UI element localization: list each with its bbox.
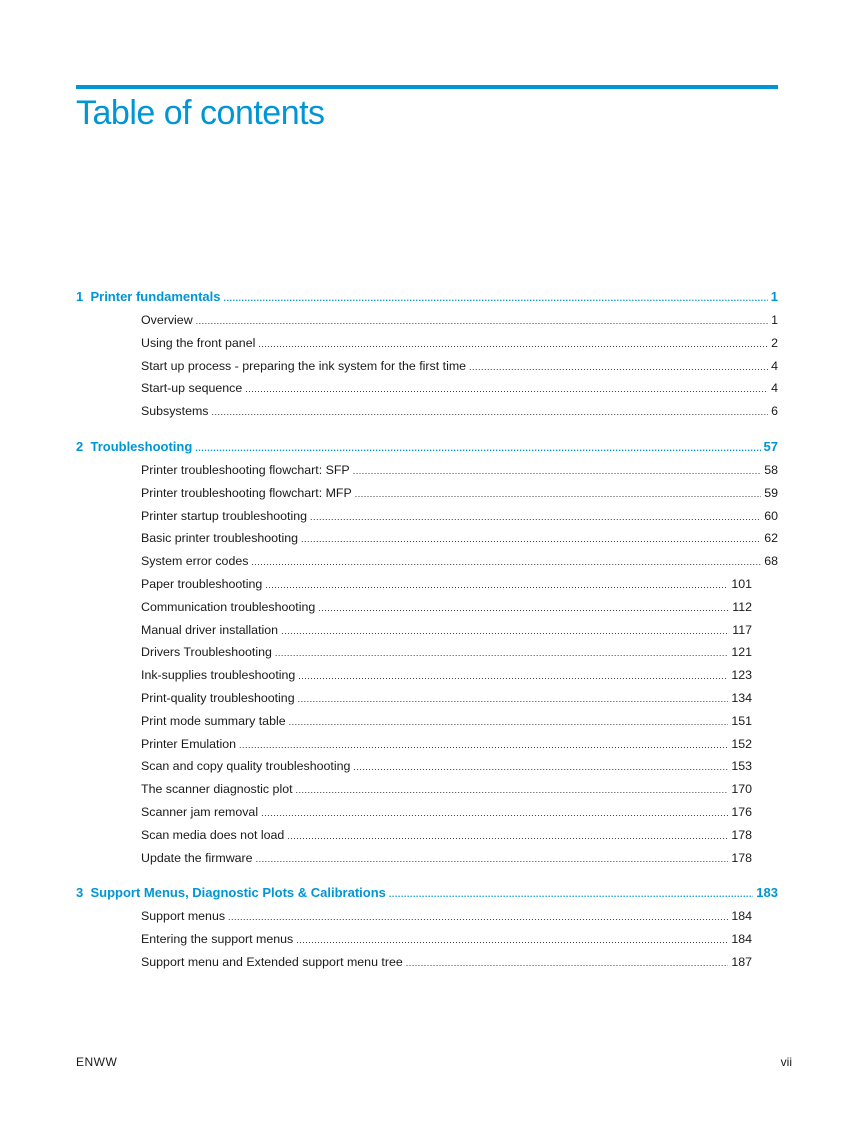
entry-page: 1	[771, 313, 778, 327]
toc-entry-link[interactable]	[76, 404, 778, 427]
entry-title: Scanner jam removal	[141, 804, 259, 819]
entry-page: 152	[731, 736, 752, 751]
toc-entry-link[interactable]	[76, 381, 778, 404]
dot-leader	[281, 626, 729, 636]
entry-title: Overview	[141, 313, 193, 327]
entry-title: Printer troubleshooting flowchart: MFP	[141, 485, 352, 500]
entry-page: 178	[731, 827, 752, 842]
chapter-number: 3	[76, 885, 84, 901]
dot-leader	[258, 339, 768, 349]
entry-title: Scan and copy quality troubleshooting	[141, 759, 351, 774]
entry-page: 151	[731, 713, 752, 728]
toc-chapter	[76, 885, 778, 977]
toc-entry-link[interactable]	[76, 645, 778, 668]
dot-leader	[353, 762, 728, 772]
entry-title: Support menu and Extended support menu tree	[141, 954, 403, 969]
toc-entry-link[interactable]	[76, 955, 778, 978]
dot-leader	[228, 912, 728, 922]
entry-page: 59	[764, 485, 778, 500]
entry-page: 170	[731, 782, 752, 797]
dot-leader	[265, 580, 728, 590]
entry-page: 184	[731, 909, 752, 924]
entry-page: 184	[731, 932, 752, 947]
entry-page: 68	[764, 554, 778, 569]
entry-title: Communication troubleshooting	[141, 599, 316, 614]
entry-title: Start-up sequence	[141, 381, 243, 396]
toc-entry-link[interactable]	[76, 805, 778, 828]
toc-chapter	[76, 439, 778, 873]
dot-leader	[287, 831, 728, 841]
dot-leader	[353, 466, 762, 476]
entry-page: 6	[771, 404, 778, 419]
toc-entry-link[interactable]	[76, 509, 778, 532]
entry-page: 123	[731, 668, 752, 683]
entry-page: 153	[731, 759, 752, 774]
toc-entry-link[interactable]	[76, 554, 778, 577]
chapter-title	[76, 885, 386, 900]
toc-entry-link[interactable]	[76, 714, 778, 737]
page-title: Table of contents	[76, 94, 325, 132]
dot-leader	[355, 489, 761, 499]
toc-entry-link[interactable]	[76, 463, 778, 486]
dot-leader	[224, 293, 768, 303]
entry-title: Scan media does not load	[141, 827, 285, 842]
toc-entry-link[interactable]	[76, 531, 778, 554]
toc-entry-link[interactable]	[76, 623, 778, 646]
entry-title: System error codes	[141, 554, 249, 569]
title-rule	[76, 85, 778, 89]
dot-leader	[296, 935, 728, 945]
entry-page: 60	[764, 508, 778, 523]
entry-page: 58	[764, 462, 778, 477]
dot-leader	[318, 603, 729, 613]
dot-leader	[256, 854, 729, 864]
toc-entry-link[interactable]	[76, 691, 778, 714]
entry-title: Using the front panel	[141, 335, 256, 350]
entry-title: Support menus	[141, 909, 226, 924]
toc-entry-link[interactable]	[76, 851, 778, 874]
dot-leader	[245, 384, 768, 394]
entry-title: Print-quality troubleshooting	[141, 690, 295, 705]
chapter-title-text: Troubleshooting	[90, 438, 193, 454]
entry-page: 117	[732, 622, 752, 637]
chapter-page: 1	[770, 289, 778, 304]
chapter-page: 57	[763, 438, 778, 454]
entry-page: 112	[732, 599, 752, 614]
dot-leader	[195, 443, 760, 453]
toc-entry-link[interactable]	[76, 668, 778, 691]
entry-title: Drivers Troubleshooting	[141, 645, 272, 660]
entry-page: 187	[731, 954, 752, 969]
toc-entry-link[interactable]	[76, 828, 778, 851]
entry-page: 4	[771, 381, 778, 396]
entry-title: Printer startup troubleshooting	[141, 508, 307, 523]
entry-page: 101	[731, 576, 752, 591]
entry-page: 62	[764, 531, 778, 546]
entry-page: 134	[731, 690, 752, 705]
dot-leader	[301, 534, 761, 544]
entry-title: Start up process - preparing the ink system for the first time	[141, 358, 467, 373]
toc-entry-link[interactable]	[76, 759, 778, 782]
chapter-number: 2	[76, 438, 84, 454]
toc-entry-link[interactable]	[76, 782, 778, 805]
page-number: vii	[780, 1055, 792, 1069]
entry-title: Update the firmware	[141, 850, 253, 865]
chapter-number: 1	[76, 289, 84, 304]
entry-page: 178	[731, 850, 752, 865]
entry-page: 2	[771, 335, 778, 350]
entry-page: 176	[731, 804, 752, 819]
entry-title: Manual driver installation	[141, 622, 279, 637]
entry-title: Printer Emulation	[141, 736, 237, 751]
footer-left-label: ENWW	[76, 1055, 118, 1069]
dot-leader	[275, 648, 728, 658]
dot-leader	[239, 740, 728, 750]
dot-leader	[211, 407, 768, 417]
chapter-link[interactable]	[76, 439, 778, 463]
entry-title: Basic printer troubleshooting	[141, 531, 299, 546]
toc-entry-link[interactable]	[76, 577, 778, 600]
dot-leader	[469, 362, 768, 372]
entry-title: Ink-supplies troubleshooting	[141, 668, 296, 683]
entry-page: 121	[731, 645, 752, 660]
chapter-title-text: Printer fundamentals	[90, 289, 221, 304]
entry-title: Print mode summary table	[141, 713, 286, 728]
entry-page: 4	[771, 358, 778, 373]
toc-entry-link[interactable]	[76, 600, 778, 623]
dot-leader	[310, 512, 761, 522]
dot-leader	[196, 316, 768, 326]
dot-leader	[296, 785, 729, 795]
dot-leader	[298, 671, 728, 681]
chapter-title-text: Support Menus, Diagnostic Plots & Calibrations	[90, 885, 386, 901]
toc-entry-link[interactable]	[76, 336, 778, 359]
entry-title: Printer troubleshooting flowchart: SFP	[141, 462, 350, 477]
dot-leader	[289, 717, 729, 727]
dot-leader	[261, 808, 728, 818]
toc-entry-link[interactable]	[76, 909, 778, 932]
dot-leader	[251, 557, 761, 567]
toc-entry-link[interactable]	[76, 486, 778, 509]
entry-title: Subsystems	[141, 404, 209, 419]
dot-leader	[298, 694, 729, 704]
entry-title: The scanner diagnostic plot	[141, 782, 293, 797]
chapter-link[interactable]	[76, 885, 778, 909]
toc-entry-link[interactable]	[76, 313, 778, 336]
chapter-title	[76, 439, 192, 454]
chapter-link[interactable]	[76, 289, 778, 313]
table-of-contents	[76, 289, 778, 990]
toc-chapter	[76, 289, 778, 427]
entry-title: Entering the support menus	[141, 932, 294, 947]
chapter-title	[76, 289, 221, 304]
toc-entry-link[interactable]	[76, 737, 778, 760]
dot-leader	[406, 958, 729, 968]
chapter-page: 183	[756, 885, 778, 901]
toc-entry-link[interactable]	[76, 932, 778, 955]
entry-title: Paper troubleshooting	[141, 576, 263, 591]
toc-entry-link[interactable]	[76, 359, 778, 382]
dot-leader	[389, 889, 753, 899]
